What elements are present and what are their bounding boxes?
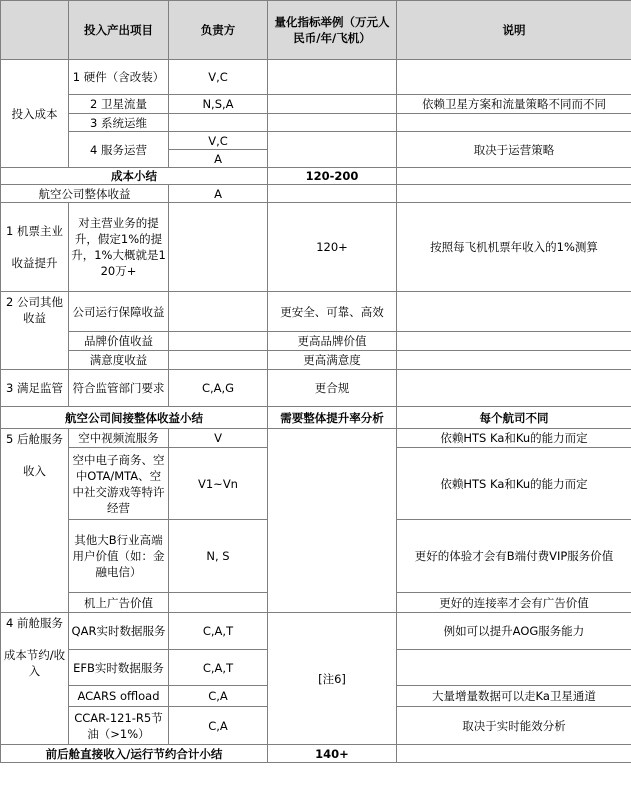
- input-metric-ops: [268, 114, 397, 132]
- final-subtotal-label: 前后舱直接收入/运行节约合计小结: [1, 745, 268, 763]
- other-group: 2 公司其他收益: [1, 292, 69, 370]
- aft-group-line-1: 5 后舱服务: [6, 432, 63, 446]
- input-note-ops: [397, 114, 631, 132]
- other-item-ops: 公司运行保障收益: [69, 292, 169, 332]
- aft-owner-ecommerce: V1~Vn: [169, 448, 268, 520]
- front-item-efb: EFB实时数据服务: [69, 650, 169, 686]
- front-owner-fuel: C,A: [169, 707, 268, 745]
- other-note-ops: [397, 292, 631, 332]
- front-owner-qar: C,A,T: [169, 613, 268, 650]
- other-owner-ops: [169, 292, 268, 332]
- indirect-subtotal-label: 航空公司间接整体收益小结: [1, 407, 268, 429]
- aft-note-ads: 更好的连接率才会有广告价值: [397, 593, 631, 613]
- front-owner-acars: C,A: [169, 686, 268, 707]
- regulation-metric: 更合规: [268, 370, 397, 407]
- aft-group: [1, 429, 69, 613]
- input-owner-satellite: N,S,A: [169, 95, 268, 114]
- header-corner: [1, 1, 69, 60]
- input-metric-service: [268, 132, 397, 168]
- front-item-fuel: CCAR-121-R5节油（>1%）: [69, 707, 169, 745]
- cost-subtotal-note: [397, 168, 631, 185]
- final-subtotal-value: 140+: [268, 745, 397, 763]
- other-owner-brand: [169, 332, 268, 351]
- input-cost-group: 投入成本: [1, 60, 69, 168]
- input-item-ops: 3 系统运维: [69, 114, 169, 132]
- cost-subtotal-label: 成本小结: [1, 168, 268, 185]
- front-note-efb: [397, 650, 631, 686]
- input-owner-service-2: A: [169, 150, 268, 168]
- aft-item-ads: 机上广告价值: [69, 593, 169, 613]
- ticket-item: 对主营业务的提升，假定1%的提升，1%大概就是120万+: [69, 203, 169, 292]
- other-owner-satisfaction: [169, 351, 268, 370]
- header-note: 说明: [397, 1, 631, 60]
- front-note-fuel: 取决于实时能效分析: [397, 707, 631, 745]
- other-note-brand: [397, 332, 631, 351]
- front-note-qar: 例如可以提升AOG服务能力: [397, 613, 631, 650]
- aft-item-vip: 其他大B行业高端用户价值（如：金融电信）: [69, 520, 169, 593]
- aft-note-ecommerce: 依赖HTS Ka和Ku的能力而定: [397, 448, 631, 520]
- aft-metric: [268, 429, 397, 613]
- input-owner-ops: [169, 114, 268, 132]
- ticket-note: 按照每飞机机票年收入的1%测算: [397, 203, 631, 292]
- aft-item-video: 空中视频流服务: [69, 429, 169, 448]
- input-owner-service: V,C: [169, 132, 268, 150]
- other-item-satisfaction: 满意度收益: [69, 351, 169, 370]
- aft-owner-vip: N, S: [169, 520, 268, 593]
- input-note-satellite: 依赖卫星方案和流量策略不同而不同: [397, 95, 631, 114]
- other-metric-brand: 更高品牌价值: [268, 332, 397, 351]
- airline-total-owner: A: [169, 185, 268, 203]
- regulation-owner: C,A,G: [169, 370, 268, 407]
- regulation-group: 3 满足监管: [1, 370, 69, 407]
- front-item-acars: ACARS offload: [69, 686, 169, 707]
- other-item-brand: 品牌价值收益: [69, 332, 169, 351]
- front-note-acars: 大量增量数据可以走Ka卫星通道: [397, 686, 631, 707]
- input-item-satellite: 2 卫星流量: [69, 95, 169, 114]
- aft-owner-ads: [169, 593, 268, 613]
- other-metric-satisfaction: 更高满意度: [268, 351, 397, 370]
- aft-item-ecommerce: 空中电子商务、空中OTA/MTA、空中社交游戏等特许经营: [69, 448, 169, 520]
- ticket-group-line-1: 1 机票主业: [6, 224, 63, 238]
- input-metric-hardware: [268, 60, 397, 95]
- front-item-qar: QAR实时数据服务: [69, 613, 169, 650]
- input-item-service: 4 服务运营: [69, 132, 169, 168]
- header-metric: 量化指标举例（万元人民币/年/飞机）: [268, 1, 397, 60]
- front-metric: [注6]: [268, 613, 397, 745]
- regulation-note: [397, 370, 631, 407]
- front-owner-efb: C,A,T: [169, 650, 268, 686]
- input-metric-satellite: [268, 95, 397, 114]
- airline-total-label: 航空公司整体收益: [1, 185, 169, 203]
- airline-total-note: [397, 185, 631, 203]
- input-owner-hardware: V,C: [169, 60, 268, 95]
- front-group-line-1: 4 前舱服务: [6, 616, 63, 630]
- other-metric-ops: 更安全、可靠、高效: [268, 292, 397, 332]
- other-note-satisfaction: [397, 351, 631, 370]
- aft-group-line-2: 收入: [23, 464, 46, 478]
- aft-owner-video: V: [169, 429, 268, 448]
- ticket-group-line-2: 收益提升: [11, 256, 58, 270]
- airline-total-metric: [268, 185, 397, 203]
- indirect-subtotal-metric: 需要整体提升率分析: [268, 407, 397, 429]
- ticket-group: [1, 203, 69, 292]
- header-item: 投入产出项目: [69, 1, 169, 60]
- aft-note-video: 依赖HTS Ka和Ku的能力而定: [397, 429, 631, 448]
- final-subtotal-note: [397, 745, 631, 763]
- header-owner: 负责方: [169, 1, 268, 60]
- ticket-owner: [169, 203, 268, 292]
- ticket-metric: 120+: [268, 203, 397, 292]
- regulation-item: 符合监管部门要求: [69, 370, 169, 407]
- input-note-service: 取决于运营策略: [397, 132, 631, 168]
- aft-note-vip: 更好的体验才会有B端付费VIP服务价值: [397, 520, 631, 593]
- front-group: [1, 613, 69, 745]
- indirect-subtotal-note: 每个航司不同: [397, 407, 631, 429]
- input-note-hardware: [397, 60, 631, 95]
- front-group-line-2: 成本节约/收入: [3, 648, 66, 678]
- cost-subtotal-value: 120-200: [268, 168, 397, 185]
- input-item-hardware: 1 硬件（含改装）: [69, 60, 169, 95]
